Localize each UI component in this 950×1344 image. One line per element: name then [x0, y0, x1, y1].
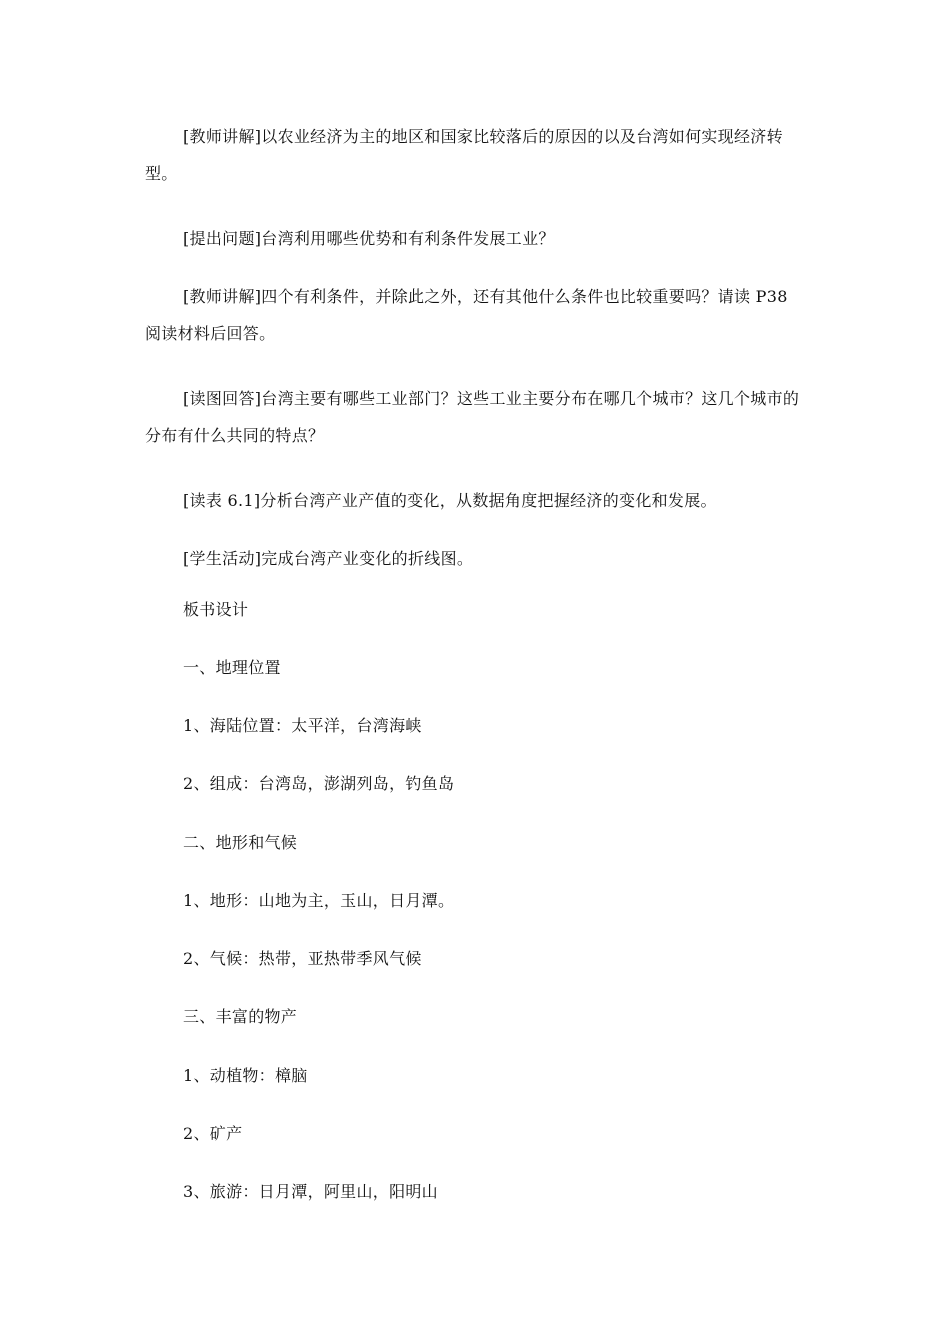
outline-item: 1、海陆位置：太平洋，台湾海峡 — [183, 716, 422, 735]
outline-item: 三、丰富的物产 — [183, 1007, 298, 1026]
outline-item: 二、地形和气候 — [183, 833, 298, 852]
paragraph-raise-question: [提出问题]台湾利用哪些优势和有利条件发展工业？ — [183, 229, 555, 248]
paragraph-read-table: [读表 6.1]分析台湾产业产值的变化，从数据角度把握经济的变化和发展。 — [183, 491, 717, 510]
paragraph-teacher-explanation-2: [教师讲解]四个有利条件，并除此之外，还有其他什么条件也比较重要吗？请读 P38 阅读材料后回答。 — [145, 287, 788, 343]
outline-item: 2、组成：台湾岛，澎湖列岛，钓鱼岛 — [183, 774, 455, 793]
paragraph-student-activity: [学生活动]完成台湾产业变化的折线图。 — [183, 549, 474, 568]
paragraph-teacher-explanation-1: [教师讲解]以农业经济为主的地区和国家比较落后的原因的以及台湾如何实现经济转型。 — [145, 127, 783, 183]
outline-item: 1、地形：山地为主，玉山，日月潭。 — [183, 891, 455, 910]
outline-item: 一、地理位置 — [183, 658, 281, 677]
outline-item: 1、动植物：樟脑 — [183, 1066, 308, 1085]
outline-item: 3、旅游：日月潭，阿里山，阳明山 — [183, 1182, 438, 1201]
outline-item: 2、矿产 — [183, 1124, 243, 1143]
paragraph-read-map-answer: [读图回答]台湾主要有哪些工业部门？这些工业主要分布在哪几个城市？这几个城市的分布有什么共同的特点？ — [145, 389, 800, 445]
outline-title: 板书设计 — [183, 600, 249, 619]
outline-item: 2、气候：热带，亚热带季风气候 — [183, 949, 422, 968]
